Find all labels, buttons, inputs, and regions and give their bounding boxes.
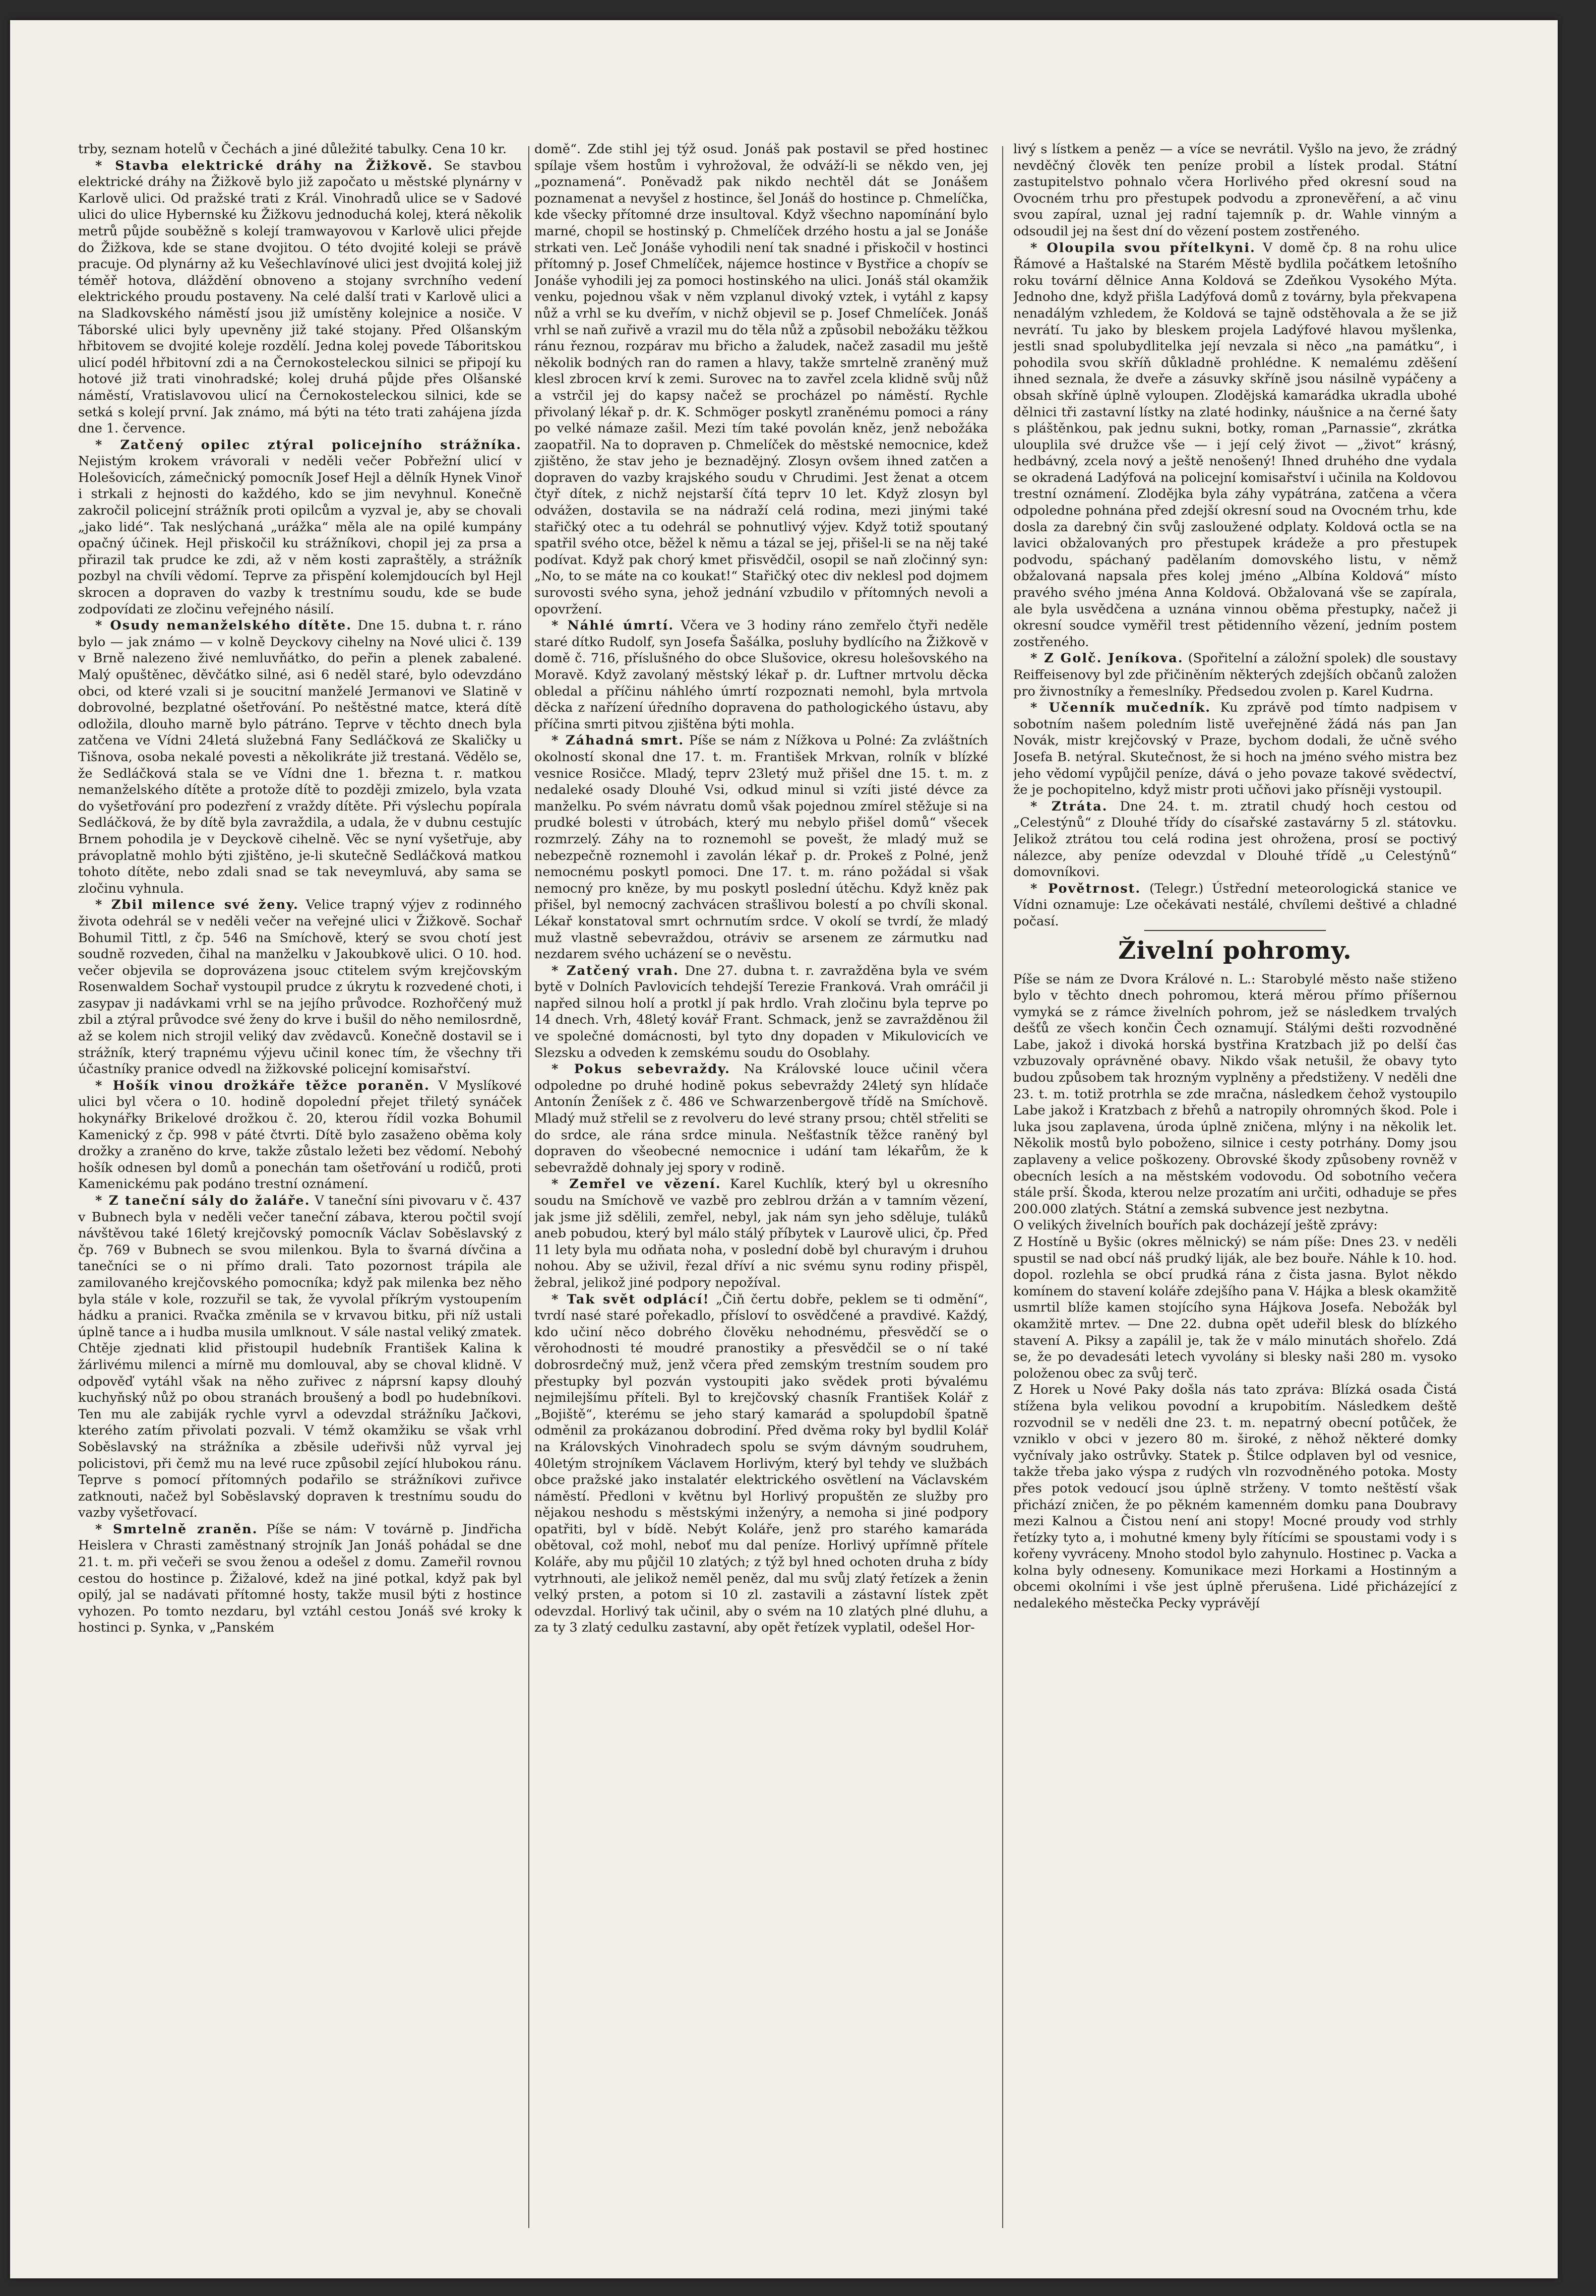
article-text: domě“. Zde stihl jej týž osud. Jonáš pak postavil se před hostinec spílaje všem hostům i vyhrožoval, že odváží-li se někdo ven, jej „poznamená“. Poněvadž pak nikdo nechtěl dát se Jonášem poznamenat a nevyšel z hostince, šel Jonáš do hostince p. Chmelíčka, kde všecky přítomné drze insultoval. Když všechno napomínání bylo marné, chopil se hostinský p. Chmelíček drzého hostu a jal se Jonáše strkati ven. Leč Jonáše vyhodili není tak snadné i přiskočil v hostinci přítomný p. Josef Chmelíček, nájemce hostince v Bystřice a chopív se Jonáše vyhodili jej za pomoci hostinského na ulici. Jonáš stál okamžik venku, pojednou však v něm vzplanul divoký vztek, i vytáhl z kapsy nůž a vrhl se ku dveřím, v nichž objevil se p. Josef Chmelíček. Jonáš vrhl se naň zuřivě a vrazil mu do těla nůž a způsobil nebožáku těžkou ránu řeznou, rozpárav mu břicho a žaludek, načež zasadil mu ještě několik bodných ran do ramen a hlavy, takže smrtelně zraněný muž klesl zbrocen krví k zemi. Surovec na to zavřel zcela klidně svůj nůž a vstrčil jej do kapsy načež se procházel po náměstí. Rychle přivolaný lékař p. dr. K. Schmöger poskytl zraněnému pomoci a rány po velké námaze zašil. Mezi tím také povolán kněz, jenž nebožáka zaopatřil. Na to dopraven p. Chmelíček do městské nemocnice, kdež zjištěno, že stav jeho je beznadějný. Zlosyn ovšem ihned zatčen a dopraven do vazby krajského soudu v Chrudimi. Jest ženat a otcem čtyř dítek, z nichž nejstarší čítá teprv 10 let. Když zlosyn byl odvážen, dostavila se na nádraží celá rodina, mezi jinými také stařičký otec a tu odehrál se pohnutlivý výjev. Když totiž spoutaný spatřil svého otce, běžel k němu a tázal se jej, přišel-li se na něj také podívat. Když pak chorý kmet přisvědčil, osopil se naň zločinný syn: „No, to se máte na co koukat!“ Stařičký otec div neklesl pod dojmem surovosti svého syna, jehož jednání vzbudilo v přítomných nevoli a opovržení. [534,142,988,617]
article-text: Velice trapný výjev z rodinného života odehrál se v neděli večer na veřejné ulici v Žižkově. Sochař Bohumil Tittl, z čp. 546 na Smíchově, který se svou chotí jest soudně rozveden, čihal na manželku v Jakoubkově ulici. O 10. hod. večer objevila se doprovázena jsouc ctitelem svým krejčovským Rosenwaldem Sochař vystoupil prudce z úkrytu k rozvedené choti, i zasypav ji nadávkami vrhl se na jejího průvodce. Rozhořčený muž zbil a ztýral průvodce své ženy do krve i bušil do něho nemilosrdně, až se kolem nich strojil veliký dav zvědavců. Konečně dostavil se i strážník, který trapnému výjevu učinil konec tím, že všechny tři účastníky pranice odvedl na žižkovské policejní komisařství. [78,897,522,1077]
article-heading: * Zatčený vrah. [551,963,679,978]
article-text: O velikých živelních bouřích pak docházejí ještě zprávy: [1013,1218,1378,1233]
article-paragraph [78,141,522,158]
column-3 [1013,141,1457,2233]
article-heading: * Náhlé úmrtí. [551,618,674,634]
article-paragraph [534,732,988,962]
article-paragraph [534,963,988,1062]
article-text: Dne 24. t. m. ztratil chudý hoch cestou od „Celestýnů“ z Dlouhé třídy do císařské zastavárny 5 zl. státovku. Jelikož ztrátou tou celá rodina jest ohrožena, prosí se poctivý nálezce, aby peníze odevzdal v Dlouhé třídě „u Celestýnů“ domovníkovi. [1013,798,1457,880]
column-rule [1002,146,1003,2228]
column-rule [528,146,529,2228]
article-paragraph [78,617,522,897]
article-heading: * Pokus sebevraždy. [551,1062,730,1077]
article-text: (Spořitelní a záložní spolek) dle soustavy Reiffeisenovy byl zde přičiněním některých zdejších občanů založen pro živnostníky a řemeslníky. Předsedou zvolen p. Karel Kudrna. [1013,651,1457,699]
article-text: Z Horek u Nové Paky došla nás tato zpráva: Blízká osada Čistá stížena byla velikou povodní a krupobitím. Následkem deště rozvodnil se v neděli dne 23. t. m. nepatrný obecní potůček, že vzniklo v obci v jezero 80 m. široké, z něhož některé domky vyčnívaly jako ostrůvky. Statek p. Štilce odplaven byl od vesnice, takže třeba jako výspa z rudých vln rozvodněného potoka. Mosty přes potok vedoucí jsou úplně strženy. V tomto neštěstí však přichází zničen, že po pěkném kamenném domku pana Doubravy mezi Kalnou a Čistou není ani stopy! Mocné proudy vod strhly řetízky tyto a, i mohutné kmeny byly řítícími se spoustami vody i s kořeny vyvráceny. Mnoho stodol bylo zahynulo. Hostinec p. Vacka a kolna byly odneseny. Komunikace mezi Horkami a Hostinným a obcemi okolními i vše jest úplně přerušena. Lidé přicházející z nedalekého městečka Pecky vyprávějí [1013,1382,1457,1611]
article-paragraph [78,158,522,437]
article-text: trby, seznam hotelů v Čechách a jiné důležité tabulky. Cena 10 kr. [78,142,507,157]
article-text: Se stavbou elektrické dráhy na Žižkově bylo již započato u městské plynárny v Karlově ulici. Od pražské trati z Král. Vinohradů ulice se v Sadové ulici do ulice Hybernské ku Žižkovu jednoduchá kolej, která několik metrů půjde souběžně s kolejí tramwayovou v Karlově ulici přejde do Žižkova, kde se stane dvojitou. O této dvojité koleji se právě pracuje. Od plynárny až ku Vešechlavínové ulici jest dvojitá kolej již téměř hotova, dláždění obnoveno a stojany svrchního vedení elektrického proudu postaveny. Na celé další trati v Karlově ulici a na Sladkovského náměstí jsou již umístěny kolejnice a nosiče. V Táborské ulici byly upevněny již také stojany. Před Olšanským hřbitovem se dvojité koleje rozdělí. Jedna kolej povede Táboritskou ulicí podél hřbitovní zdi a na Černokosteleckou silnici se připojí ku hotové již trati vinohradské; kolej druhá půjde přes Olšanské náměstí, Vratislavovou ulicí na Černokosteleckou silnici, kde se setká s kolejí první. Jak známo, má býti na této trati zahájena jízda dne 1. července. [78,158,522,437]
article-text: Dne 27. dubna t. r. zavražděna byla ve svém bytě v Dolních Pavlovicích tehdejší Terezie Franková. Vrah omráčil ji napřed silnou holí a protkl jí pak hrdlo. Vrah zločinu byla teprve po 14 dnech. Vrh, 48letý kovář Frant. Schmack, jenž se zavražděnou žil ve společné domácnosti, byl tyto dny dopaden v Mikulovicích ve Slezsku a odveden k zemskému soudu do Osoblahy. [534,963,988,1061]
article-paragraph [534,1176,988,1291]
article-paragraph [534,1061,988,1176]
scan-top-fold [10,0,1558,20]
article-heading: * Ztráta. [1030,798,1108,814]
article-text: Píše se nám: V továrně p. Jindřicha Heislera v Chrasti zaměstnaný strojník Jan Jonáš pohádal se dne 21. t. m. při večeři se svou ženou a odešel z domu. Zameřil rovnou cestou do hostince p. Žižalové, kdež na jiné potkal, když pak byl opilý, jal se nadávati přítomné hosty, takže musil býti z hostince vyhozen. Po tomto nezdaru, byl vztáhl cestou Jonáš své kroky k hostinci p. Synka, v „Panském [78,1521,522,1636]
article-paragraph [1013,1217,1457,1234]
article-paragraph [1013,1382,1457,1611]
article-heading: * Zbil milence své ženy. [95,897,299,913]
article-text: „Čiň čertu dobře, peklem se ti odmění“, tvrdí nasé staré pořekadlo, přísloví to osvědčené a pravdivé. Každý, kdo učiní něco dobrého člověku nehodnému, přesvědčí se o věrohodnosti té moudré pranostiky a přesvědčil se o ní také dobrosrdečný muž, jenž včera před zemským trestním soudem pro přestupky byl pozván vystoupiti jako svědek proti bývalému nejmilejšímu příteli. Byl to krejčovský chasník František Kolář z „Bojiště“, kterému se jeho starý kamarád a spolupdobíl špatně odměnil za prokázanou dobrodiní. Před dvěma roky byl bydlil Kolář na Královských Vinohradech spolu se svým dávným soudruhem, 40letým strojníkem Václavem Horlivým, který byl tehdy ve službách obce pražské jako instalatér elektrického osvětlení na Václavském náměstí. Předloni v květnu byl Horlivý propuštěn ze služby pro nějakou neshodu s městskými inženýry, a nemoha si jiné podpory opatřiti, byl v bídě. Nebýt Koláře, jenž pro starého kamaráda obětoval, což mohl, neboť mu dal peníze. Horlivý upřímně přítele Koláře, aby mu půjčil 10 zlatých; z týž byl hned ochoten druha z bídy vytrhnouti, ale jelikož neměl peněz, dal mu svůj zlatý řetízek a ženin velký prsten, a potom si 10 zl. zastavili a zástavní lístek zpět odevzdal. Horlivý tak učinil, aby o svém na 10 zlatých plné dluhu, a za ty 3 zlatý cedulku zastavní, aby opět řetízek vyplatil, odešel Hor- [534,1291,988,1636]
article-heading: * Z taneční sály do žaláře. [95,1193,311,1208]
article-heading: * Povětrnost. [1030,881,1141,896]
article-heading: * Oloupila svou přítelkyni. [1030,240,1256,256]
article-text: Včera ve 3 hodiny ráno zemřelo čtyři neděle staré dítko Rudolf, syn Josefa Šašálka, posluhy bydlícího na Žižkově v domě č. 716, příslušného do obce Slušovice, okresu holešovského na Moravě. Když zavolaný městský lékař p. dr. Luftner mrtvolu děcka obledal a příčinu náhlého úmrtí rozpoznati nemohl, byla mrtvola děcka z nařízení úředního dopravena do pathologického ústavu, aby příčina smrti pitvou zjištěna býti mohla. [534,618,988,732]
article-heading: * Záhadná smrt. [551,733,685,749]
article-heading: * Z Golč. Jeníkova. [1030,651,1184,666]
article-text: Píše se nám ze Dvora Králové n. L.: Starobylé město naše stiženo bylo v těchto dnech pohromou, která měrou přímo příšernou vymyká se z rámce živelních pohrom, jež se následkem trvalých dešťů ze všech končin Čech oznamují. Stálými dešti rozvodněné Labe, jakož i divoká horská bystřina Kratzbach již po delší čas vzbuzovaly oprávněné obavy. Nikdo však netušil, že obavy tyto budou způsobem tak hrozným vyplněny a předstiženy. V neděli dne 23. t. m. totiž protrhla se zde mračna, následkem čehož vystoupilo Labe jakož i Kratzbach z břehů a natropily ohromných škod. Pole i luka jsou zaplavena, úroda úplně zničena, mlýny i na několik let. Několik mostů bylo poboženo, silnice i cesty potrhány. Domy jsou zaplaveny a velice poškozeny. Obrovské škody způsobeny rovněž v obecních lesích a na městském vodovodu. Od sobotního večera stále prší. Škoda, kterou nelze prozatím ani určiti, odhaduje se přes 200.000 zlatých. Státní a zemská subvence jest nezbytna. [1013,971,1457,1217]
column-1 [78,141,522,2233]
article-paragraph [1013,240,1457,651]
article-heading: * Osudy nemanželského dítěte. [95,618,352,634]
article-heading: * Tak svět odplácí! [551,1291,710,1307]
article-paragraph [78,437,522,618]
article-text: V taneční síni pivovaru v č. 437 v Bubnech byla v neděli večer taneční zábava, kterou počtil svojí návštěvou také 16letý krejčovský pomocník Václav Soběslavský z čp. 769 v Bubnech se svou milenkou. Byla to švarná dívčina a tanečníci se o ni přímo drali. Tato pozornost trápila ale zamilovaného krejčovského pomocníka; když pak milenka bez něho byla stále v kole, rozzuřil se tak, že vyvolal příkrým vystoupením hádku a pranici. Rvačka změnila se v krvavou bitku, při níž ustali úplně tance a i hudba musila umlknout. V sále nastal veliký zmatek. Chtěje zjednati klid přistoupil hudebník František Kalina k žárlivému milenci a mírně mu domlouval, aby se choval klidně. V odpověď vytáhl však na něho zuřivec z náprsní kapsy dlouhý kuchyňský nůž po obou stranách broušený a bodl po hudebníkovi. Ten mu ale zabiják rychle vyrvl a odevzdal strážníku Jačkovi, kterého zatím přivolati pozvali. V témž okamžiku se však vrhl Soběslavský na strážníka a zběsile udeřivši nůž vyrval jej policistovi, při čemž mu na levé ruce způsobil zející hlubokou ránu. Teprve s pomocí přítomných podařilo se strážníkovi zuřivce zatknouti, načež byl Soběslavský dopraven k trestnímu soudu do vazby vyšetřovací. [78,1193,522,1521]
article-text: Nejistým krokem vrávorali v neděli večer Pobřežní ulicí v Holešovicích, zámečnický pomocník Josef Hejl a dělník Hynek Vinoř i strkali z hejnosti do každého, kdo se jim nevyhnul. Konečně zakročil policejní strážník proti opilcům a vyzval je, aby se chovali „jako lidé“. Tak neslýchaná „urážka“ měla ale na opilé kumpány opačný účinek. Hejl přiskočil ku strážníkovi, chopil jej za prsa a přirazil tak prudce ke zdi, až v něm kosti zapraštěly, a strážník pozbyl na chvíli vědomí. Teprve za přispění kolemjdoucích byl Hejl skrocen a dopraven do vazby k trestnímu soudu, kde se bude zodpovídati ze zločinu veřejného násilí. [78,454,522,617]
article-heading: * Hošík vinou drožkáře těžce poraněn. [95,1078,430,1093]
article-paragraph [1013,798,1457,881]
article-heading: * Zatčený opilec ztýral policejního strážníka. [95,437,522,453]
article-paragraph [1013,881,1457,930]
article-heading: * Učenník mučedník. [1030,700,1211,716]
article-text: (Telegr.) Ústřední meteorologická stanice ve Vídni oznamuje: Lze očekávati nestálé, chvílemi deštivé a chladné počasí. [1013,881,1457,929]
article-text: V domě čp. 8 na rohu ulice Řámové a Haštalské na Starém Městě bydlila počátkem letošního roku tovární dělnice Anna Koldová se Zdeňkou Vysokého Mýta. Jednoho dne, když přišla Ladýfová domů z továrny, byla překvapena nenadálým vzhledem, že Koldová se tajně odstěhovala a že se již nevrátí. Tu jako by bleskem projela Ladýfové hlavou myšlenka, jestli snad spolubydlitelka její nevzala si něco „na památku“, i pohodila svou skříň důkladně prohlédne. K nemalému zděšení ihned seznala, že dveře a zásuvky skříně jsou násilně vypáčeny a obsah skříně úplně vyloupen. Zlodějská kamarádka ukradla ubohé dělnici tři zastavní lístky na zlaté hodinky, náušnice a na černé šaty s pláštěnkou, pak jednu sukni, botky, roman „Parnassie“, zkrátka ulouplila své družce vše — i její celý život — „život“ krásný, hedbávný, zcela nový a ještě nenošený! Ihned druhého dne vydala se okradená Ladýfová na policejní komisařství i učinila na Koldovou trestní oznámení. Zlodějka byla záhy vypátrána, zatčena a včera odpoledne pohnána před zdejší okresní soud na Ovocném trhu, kde dosla za darebný čin svůj zasloužené odplaty. Koldová octla se na lavici obžalovaných pro přestupek krádeže a pro přestupek podvodu, spáchaný padělaním domovského listu, v němž obžalovaná napsala přes kolej jméno „Albína Koldová“ místo pravého svého jména Anna Koldová. Obžalovaná vše se zapírala, ale byla usvědčena a uznána vinnou oběma přestupky, načež ji okresní soudce vyměřil trest pětidenního vězení, jedním postem zostřeného. [1013,240,1457,650]
article-heading: * Zemřel ve vězení. [551,1176,721,1192]
article-text: Na Královské louce učinil včera odpoledne po druhé hodině pokus sebevraždy 24letý syn hlídače Antonín Ženíšek z č. 486 ve Schwarzenbergově třídě na Smíchově. Mladý muž střelil se z revolveru do levé strany prsou; chtěl střeliti se do srdce, ale rána srdce minula. Nešťastník těžce raněný byl dopraven do všeobecné nemocnice i udání tam lékařům, že k sebevraždě dohnaly jej spory v rodině. [534,1062,988,1175]
article-paragraph [1013,700,1457,798]
article-paragraph [534,1291,988,1636]
article-text: Píše se nám z Nížkova u Polné: Za zvláštních okolností skonal dne 17. t. m. František Mrkvan, rolník v blízké vesnice Rosičce. Mladý, teprv 23letý muž přišel dne 15. t. m. z nedaleké osady Dlouhé Vsi, odkud minul si vzíti jisté dévce za manželku. Po svém návratu domů však pojednou zmírel stěžuje si na prudké bolesti v útrobách, který mu nebylo přišel domů“ všecek rozmrzelý. Záhy na to roznemohl se povešt, že mladý muž se nebezpečně roznemohl i zavolán lékař p. dr. Prokeš z Polné, jenž nemocnému poskytl pomoci. Dne 17. t. m. ráno požádal si však nemocný pro kněze, by mu poskytl poslední útěchu. Když kněz pak přišel, byl nemocný zachvácen strašlivou bolestí a po chvíli skonal. Lékař konstatoval smrt ochrnutím srdce. V okolí se tvrdí, že mladý muž vlastně sebevraždou, otráviv se arsenem ze zármutku nad nezdarem svého ucházení se o nevěstu. [534,733,988,962]
article-paragraph [78,897,522,1078]
newspaper-page [10,20,1558,2278]
article-paragraph [78,1193,522,1521]
article-text: Z Hostíně u Byšic (okres mělnický) se nám píše: Dnes 23. v neděli spustil se nad obcí náš prudký liják, ale bez bouře. Náhle k 10. hod. dopol. rozlehla se obcí prudká rána z čista jasna. Bylot někdo komínem do stavení koláře zdejšího pana V. Hájka a blesk okamžitě usmrtil blíže kamen stojícího syna Hájkova Josefa. Nebožák byl okamžitě mrtev. — Dne 22. dubna opět udeřil blesk do blízkého stavení A. Piksy a zapálil je, tak že v málo minutách shořelo. Zdá se, že po devadesáti letech vyvolány si blesky naši 280 m. vysoko položenou obec za svůj terč. [1013,1234,1457,1381]
article-paragraph [534,617,988,732]
article-heading: * Smrtelně zraněn. [95,1521,258,1537]
article-paragraph [1013,650,1457,700]
column-2 [534,141,988,2233]
article-paragraph [1013,971,1457,1218]
section-heading: Živelní pohromy. [1118,936,1352,965]
article-text: V Myslíkové ulici byl včera o 10. hodině dopolední přejet třiletý synáček hokynářky Brikelové drožkou č. 20, kterou řídil vozka Bohumil Kamenický z čp. 998 v páté čtvrti. Dítě bylo zasaženo oběma koly drožky a zraněno do krve, takže zůstalo ležeti bez vědomí. Nebohý hošík odnesen byl domů a ponechán tam ošetřování u rodičů, proti Kamenickému pak podáno trestní oznámení. [78,1078,522,1192]
article-text: Karel Kuchlík, který byl u okresního soudu na Smíchově ve vazbě pro zeblrou držán a v tamním vězení, jak jsme již sdělili, zemřel, nebyl, jak nám syn jeho sděluje, tuláků aneb pobudou, který byl málo stálý příbytek v Laurově ulici, čp. Před 11 lety byla mu odňata noha, v poslední době byl churavým i druhou nohou. Aby se uživil, řezal dříví a nic svému synu rodiny přispěl, žebral, jelikož jiné podpory nepožíval. [534,1176,988,1290]
article-text: livý s lístkem a peněz — a více se nevrátil. Vyšlo na jevo, že zrádný nevděčný člověk ten peníze probil a lístek prodal. Státní zastupitelstvo pohnalo včera Horlivého před okresní soud na Ovocném trhu pro přestupek podvodu a zpronevěření, a ač vinu svou zapíral, uznal jej radní tajemník p. dr. Wahle vinným a odsoudil jej na šest dní do vězení postem zostřeného. [1013,142,1457,239]
section-rule [1144,930,1326,931]
article-heading: * Stavba elektrické dráhy na Žižkově. [95,158,434,173]
article-paragraph [534,141,988,617]
article-text: Dne 15. dubna t. r. ráno bylo — jak známo — v kolně Deyckovy cihelny na Nové ulici č. 139 v Brně nalezeno živé nemluvňátko, do peřin a plenek zabalené. Malý opuštěnec, děvčátko silné, asi 6 neděl staré, bylo odevzdáno obci, od které vzali si je soucitní manželé Jermanovi ve Slatině v dobrovolné, bezplatné ošetřování. Po neštěstné matce, která dítě odložila, dlouho marně bylo pátráno. Teprve v těchto dnech byla zatčena ve Vídni 24letá služebná Fany Sedláčková ze Skaličky u Tišnova, osoba nekalé povesti a několikráte již trestaná. Vědělo se, že Sedláčková stala se ve Vídni dne 1. března t. r. matkou nemanželského dítěte a protože dítě to později zmizelo, byla vzata do vyšetřování pro podezření z vraždy dítěte. Při výslechu popírala Sedláčková, že by dítě byla zavraždila, a udala, že v dubnu cestujíc Brnem pohodila je v Deyckově cihelně. Věc se nyní vyšetřuje, aby právoplatně mohlo býti zjištěno, je-li skutečně Sedláčková matkou tohoto dítěte, nebo zdali snad se tak neveymluvá, aby sama se zločinu vyhnula. [78,618,522,896]
article-text: Ku zprávě pod tímto nadpisem v sobotním našem poledním listě uveřejněné žádá nás pan Jan Novák, mistr krejčovský v Praze, bychom dodali, že učně svého Josefa B. netýral. Skutečnost, že si hoch na jméno svého mistra bez jeho vědomí vypůjčil peníze, dává o jeho povaze takové svědectví, že je pochopitelno, když mistr proti učňovi jako přísněji vystoupil. [1013,700,1457,798]
article-paragraph [78,1078,522,1193]
article-paragraph [1013,1234,1457,1382]
article-paragraph [1013,141,1457,240]
article-paragraph [78,1521,522,1636]
